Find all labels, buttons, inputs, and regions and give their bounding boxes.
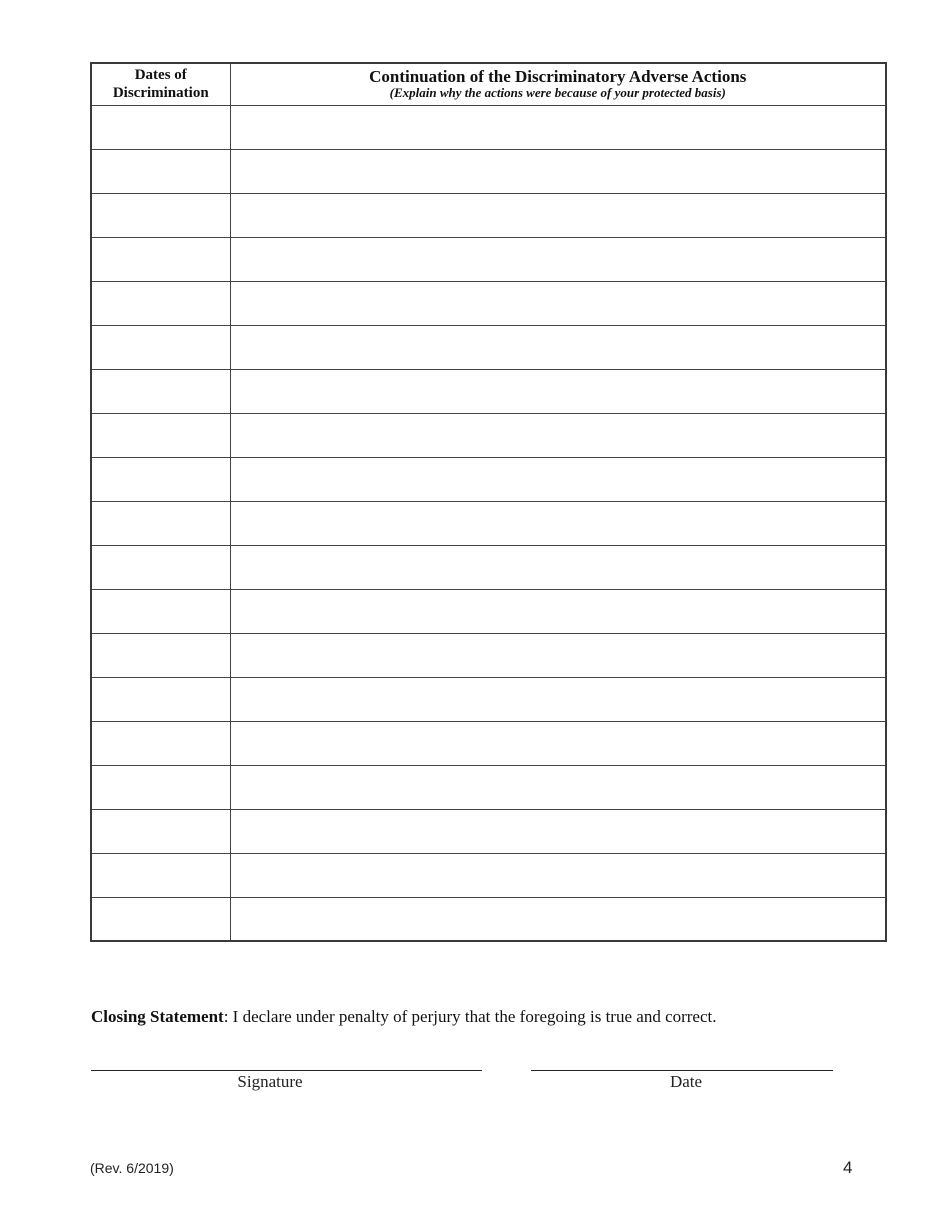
date-cell[interactable] [91, 633, 230, 677]
action-description-cell[interactable] [230, 237, 886, 281]
date-cell[interactable] [91, 281, 230, 325]
date-cell[interactable] [91, 457, 230, 501]
date-cell[interactable] [91, 853, 230, 897]
table-row [91, 193, 886, 237]
action-description-cell[interactable] [230, 193, 886, 237]
table-row [91, 413, 886, 457]
action-description-cell[interactable] [230, 457, 886, 501]
table-row [91, 721, 886, 765]
table-row [91, 809, 886, 853]
discriminatory-actions-table [90, 62, 887, 942]
table-row [91, 325, 886, 369]
date-cell[interactable] [91, 413, 230, 457]
signature-line[interactable] [91, 1070, 482, 1071]
action-description-cell[interactable] [230, 545, 886, 589]
action-description-cell[interactable] [230, 853, 886, 897]
closing-statement [91, 1007, 717, 1027]
date-cell[interactable] [91, 765, 230, 809]
action-description-cell[interactable] [230, 765, 886, 809]
date-cell[interactable] [91, 677, 230, 721]
header-date-line2: Discrimination [112, 85, 209, 102]
table-row [91, 457, 886, 501]
date-cell[interactable] [91, 237, 230, 281]
table-row [91, 853, 886, 897]
date-label: Date [669, 1072, 703, 1091]
action-description-cell[interactable] [230, 633, 886, 677]
table-row [91, 369, 886, 413]
header-continuation-title: Continuation of the Discriminatory Adverse Actions [369, 67, 747, 87]
action-description-cell[interactable] [230, 413, 886, 457]
date-cell[interactable] [91, 105, 230, 149]
table-row [91, 237, 886, 281]
date-cell[interactable] [91, 721, 230, 765]
date-cell[interactable] [91, 545, 230, 589]
table-row [91, 501, 886, 545]
action-description-cell[interactable] [230, 325, 886, 369]
table-header-row [91, 63, 886, 105]
date-cell[interactable] [91, 501, 230, 545]
table-row [91, 105, 886, 149]
table-row [91, 677, 886, 721]
closing-statement-label: Closing Statement [91, 1007, 224, 1026]
table-row [91, 633, 886, 677]
header-continuation [230, 63, 886, 105]
table-row [91, 149, 886, 193]
action-description-cell[interactable] [230, 105, 886, 149]
table-row [91, 589, 886, 633]
date-cell[interactable] [91, 369, 230, 413]
action-description-cell[interactable] [230, 149, 886, 193]
date-line[interactable] [531, 1070, 833, 1071]
action-description-cell[interactable] [230, 281, 886, 325]
header-date-line1: Dates of [134, 67, 187, 84]
date-cell[interactable] [91, 193, 230, 237]
date-cell[interactable] [91, 325, 230, 369]
table-body [91, 105, 886, 941]
page-number: 4 [843, 1158, 853, 1177]
date-cell[interactable] [91, 809, 230, 853]
table-row [91, 281, 886, 325]
action-description-cell[interactable] [230, 369, 886, 413]
action-description-cell[interactable] [230, 589, 886, 633]
date-cell[interactable] [91, 149, 230, 193]
action-description-cell[interactable] [230, 897, 886, 941]
signature-label: Signature [237, 1072, 303, 1091]
action-description-cell[interactable] [230, 721, 886, 765]
action-description-cell[interactable] [230, 501, 886, 545]
header-dates-of-discrimination [91, 63, 230, 105]
date-cell[interactable] [91, 897, 230, 941]
closing-statement-text: : I declare under penalty of perjury that the foregoing is true and correct. [223, 1007, 717, 1026]
revision-note: (Rev. 6/2019) [90, 1160, 174, 1176]
header-continuation-subtitle: (Explain why the actions were because of your protected basis) [389, 85, 726, 101]
action-description-cell[interactable] [230, 677, 886, 721]
table-row [91, 765, 886, 809]
date-cell[interactable] [91, 589, 230, 633]
action-description-cell[interactable] [230, 809, 886, 853]
table-row [91, 545, 886, 589]
table-row [91, 897, 886, 941]
